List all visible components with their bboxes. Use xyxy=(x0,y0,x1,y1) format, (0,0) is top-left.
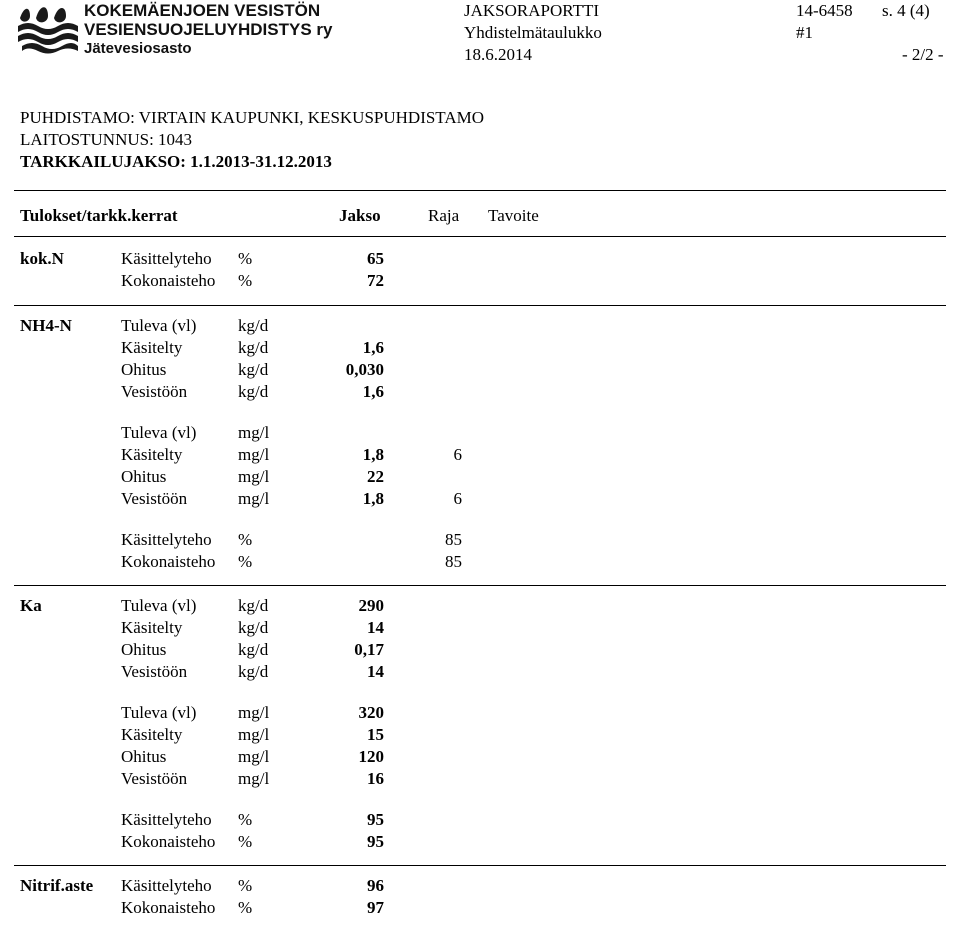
row-unit: kg/d xyxy=(238,640,269,659)
row-unit: mg/l xyxy=(238,769,270,788)
row-name: Tuleva (vl) xyxy=(121,316,197,335)
section-label-ka: Ka xyxy=(20,596,42,615)
row-unit: kg/d xyxy=(238,338,269,357)
col-results-header: Tulokset/tarkk.kerrat xyxy=(20,206,178,225)
row-value: 1,6 xyxy=(362,338,384,357)
row-unit: % xyxy=(238,898,253,917)
header-divider-bottom xyxy=(14,236,946,237)
row-name: Käsittelyteho xyxy=(121,810,212,829)
row-name: Tuleva (vl) xyxy=(121,423,197,442)
row-value: 65 xyxy=(367,249,384,268)
monitoring-period: TARKKAILUJAKSO: 1.1.2013-31.12.2013 xyxy=(20,152,332,171)
row-name: Ohitus xyxy=(121,640,167,659)
row-value: 0,030 xyxy=(345,360,384,379)
section-divider xyxy=(14,865,946,866)
row-unit: mg/l xyxy=(238,725,270,744)
section-label-kokn: kok.N xyxy=(20,249,64,268)
row-name: Kokonaisteho xyxy=(121,271,216,290)
row-value: 14 xyxy=(367,662,384,681)
section-label-nitrif: Nitrif.aste xyxy=(20,876,94,895)
row-unit: mg/l xyxy=(238,747,270,766)
row-name: Kokonaisteho xyxy=(121,898,216,917)
page-number: s. 4 (4) xyxy=(882,1,930,20)
row-unit: % xyxy=(238,271,253,290)
row-name: Vesistöön xyxy=(121,489,188,508)
row-unit: mg/l xyxy=(238,703,270,722)
col-limit-header: Raja xyxy=(428,206,460,225)
header-divider-top xyxy=(14,190,946,191)
row-name: Ohitus xyxy=(121,467,167,486)
report-number: #1 xyxy=(796,23,813,42)
row-unit: mg/l xyxy=(238,467,270,486)
row-name: Käsitelty xyxy=(121,618,183,637)
row-value: 96 xyxy=(367,876,384,895)
section-divider xyxy=(14,585,946,586)
row-unit: % xyxy=(238,552,253,571)
row-unit: % xyxy=(238,249,253,268)
row-unit: % xyxy=(238,832,253,851)
row-unit: mg/l xyxy=(238,445,270,464)
row-limit: 6 xyxy=(453,489,462,508)
row-value: 1,6 xyxy=(362,382,384,401)
row-name: Käsittelyteho xyxy=(121,249,212,268)
row-unit: kg/d xyxy=(238,596,269,615)
row-value: 72 xyxy=(367,271,384,290)
col-period-header: Jakso xyxy=(339,206,381,225)
row-name: Kokonaisteho xyxy=(121,832,216,851)
row-name: Käsitelty xyxy=(121,445,183,464)
row-value: 97 xyxy=(367,898,384,917)
row-name: Vesistöön xyxy=(121,662,188,681)
row-unit: % xyxy=(238,876,253,895)
row-value: 290 xyxy=(358,596,384,615)
org-name-line1: KOKEMÄENJOEN VESISTÖN xyxy=(84,1,321,20)
row-value: 15 xyxy=(367,725,384,744)
row-name: Ohitus xyxy=(121,360,167,379)
row-value: 95 xyxy=(367,832,384,851)
row-unit: kg/d xyxy=(238,316,269,335)
row-name: Tuleva (vl) xyxy=(121,596,197,615)
row-value: 1,8 xyxy=(362,489,384,508)
row-name: Kokonaisteho xyxy=(121,552,216,571)
row-value: 120 xyxy=(358,747,384,766)
page-subnumber: - 2/2 - xyxy=(902,45,944,64)
row-value: 0,17 xyxy=(354,640,384,659)
plant-id: LAITOSTUNNUS: 1043 xyxy=(20,130,193,149)
row-limit: 85 xyxy=(445,552,462,571)
col-target-header: Tavoite xyxy=(488,206,539,225)
row-name: Käsitelty xyxy=(121,725,183,744)
row-limit: 6 xyxy=(453,445,462,464)
row-name: Tuleva (vl) xyxy=(121,703,197,722)
row-unit: mg/l xyxy=(238,489,270,508)
row-name: Ohitus xyxy=(121,747,167,766)
row-name: Vesistöön xyxy=(121,769,188,788)
row-unit: kg/d xyxy=(238,382,269,401)
row-unit: % xyxy=(238,810,253,829)
row-value: 16 xyxy=(367,769,384,788)
org-logo xyxy=(16,2,82,61)
row-unit: kg/d xyxy=(238,662,269,681)
row-limit: 85 xyxy=(445,530,462,549)
row-unit: % xyxy=(238,530,253,549)
report-date: 18.6.2014 xyxy=(464,45,532,64)
row-value: 14 xyxy=(367,618,384,637)
report-code: 14-6458 xyxy=(796,1,853,20)
row-value: 22 xyxy=(367,467,384,486)
report-subtitle: Yhdistelmätaulukko xyxy=(464,23,602,42)
row-name: Käsittelyteho xyxy=(121,530,212,549)
row-value: 320 xyxy=(358,703,384,722)
plant-name: PUHDISTAMO: VIRTAIN KAUPUNKI, KESKUSPUHDISTAMO xyxy=(20,108,484,127)
row-name: Käsitelty xyxy=(121,338,183,357)
row-value: 1,8 xyxy=(362,445,384,464)
section-label-nh4: NH4-N xyxy=(20,316,72,335)
row-unit: mg/l xyxy=(238,423,270,442)
waves-logo-icon xyxy=(16,2,82,56)
report-title: JAKSORAPORTTI xyxy=(464,1,599,20)
row-value: 95 xyxy=(367,810,384,829)
org-department: Jätevesiosasto xyxy=(84,40,192,57)
row-name: Vesistöön xyxy=(121,382,188,401)
section-divider xyxy=(14,305,946,306)
row-unit: kg/d xyxy=(238,360,269,379)
org-name-line2: VESIENSUOJELUYHDISTYS ry xyxy=(84,20,333,39)
row-unit: kg/d xyxy=(238,618,269,637)
row-name: Käsittelyteho xyxy=(121,876,212,895)
